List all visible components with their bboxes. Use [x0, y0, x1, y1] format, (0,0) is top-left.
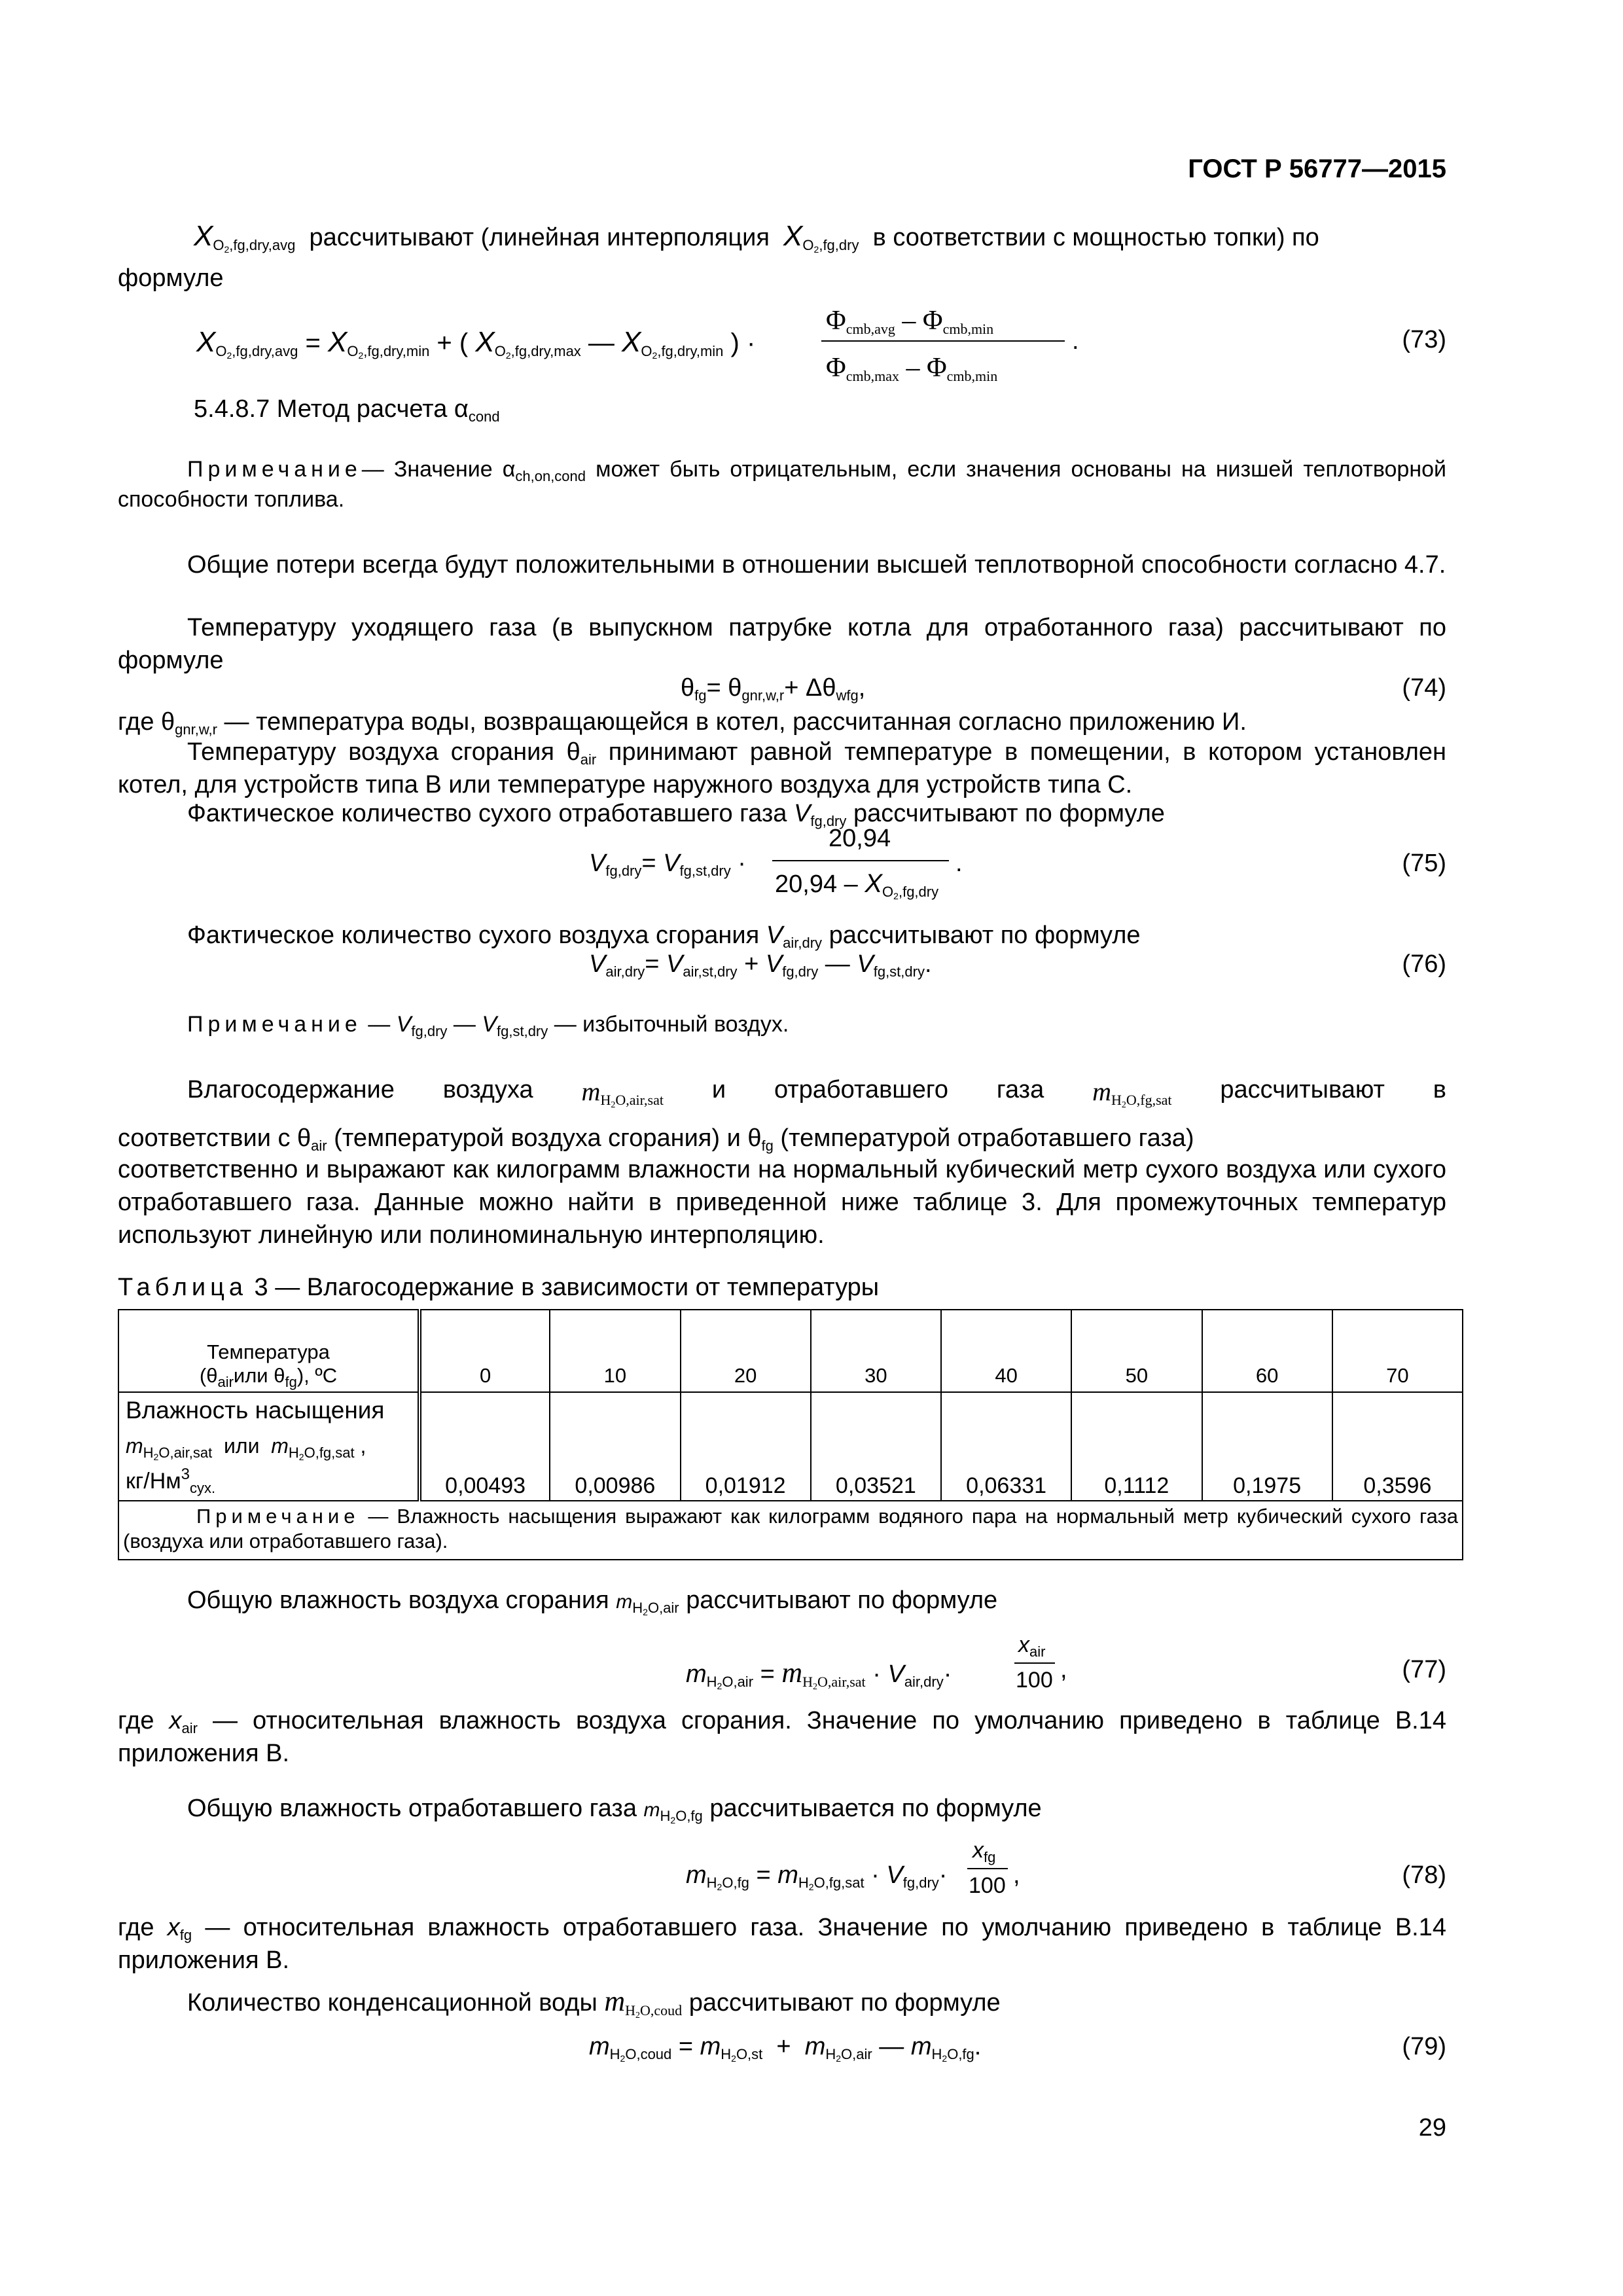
- table3-temp-cell: 40: [941, 1310, 1071, 1392]
- equation-77: $m_{H2O,air} = m_{H2O,air,sat} \cdot V_{air,dry}\cdot$: [686, 1657, 952, 1692]
- equation-76: $V_{air,dry}= V_{air,st,dry} + V_{fg,dry}$ — $V_{fg,st,dry}$.: [589, 950, 932, 980]
- table3-value-cell: 0,03521: [811, 1392, 941, 1501]
- table3-value-cell: 0,3596: [1332, 1392, 1463, 1501]
- eq77-number: (77): [1402, 1656, 1446, 1683]
- table3-temp-cell: 50: [1071, 1310, 1202, 1392]
- table3-temp-cell: 60: [1202, 1310, 1332, 1392]
- paragraph-where-gnr: где $\theta_{gnr,w,r}$ — температура воды, возвращающейся в котел, рассчитанная согласно приложению И.: [118, 708, 1247, 738]
- paragraph-where-xfg: где $x_{fg}$ — относительная влажность отработавшего газа. Значение по умолчанию приведено в таблице В.14 приложения В.: [118, 1914, 1446, 1974]
- table3-value-cell: 0,06331: [941, 1392, 1071, 1501]
- table3-temp-cell: 20: [681, 1310, 811, 1392]
- eq78-fraction-bar: [967, 1868, 1008, 1869]
- table3-note-row: [118, 1501, 1463, 1560]
- paragraph-air-temp: Температуру воздуха сгорания $\theta_{air}$ принимают равной температуре в помещении, в котором установлен котел, для устройств типа B или температуре наружного воздуха для устройств типа C.: [118, 738, 1446, 798]
- table-3: [118, 1309, 1463, 1560]
- note-1: Примечание— Значение $\alpha_{ch,on,cond}$ может быть отрицательным, если значения основаны на низшей теплотворной способности топлива.: [118, 457, 1447, 512]
- eq75-numerator: 20,94: [829, 825, 891, 852]
- paragraph-condensate: Количество конденсационной воды $m_{H2O,coud}$ рассчитывают по формуле: [187, 1985, 1001, 2020]
- equation-74: $\theta_{fg}= \theta_{gnr,w,r}+ \Delta\theta_{wfg}$,: [681, 674, 866, 704]
- symbol-x: X: [194, 220, 213, 252]
- table3-caption: Таблица 3 — Влагосодержание в зависимости от температуры: [118, 1274, 880, 1301]
- table3-header-cell: Температура ($\theta_{air}или$ $\theta_{fg}$), ºC: [118, 1310, 419, 1392]
- eq73-numerator: $\Phi_{cmb,avg} - \Phi_{cmb,min}$: [826, 306, 994, 337]
- table3-temp-cell: 30: [811, 1310, 941, 1392]
- paragraph-where-xair: где $x_{air}$ — относительная влажность воздуха сгорания. Значение по умолчанию приведено в таблице В.14 приложения В.: [118, 1707, 1446, 1767]
- intro-line-2: формуле: [118, 264, 224, 292]
- intro-text-2: в соответствии с мощностью топки) по: [872, 224, 1319, 251]
- equation-73: $X_{O2,fg,dry,avg} = X_{O2,fg,dry,min}$ + ( $X_{O2,fg,dry,max}$ — $X_{O2,fg,dry,min}$ ) ·: [196, 326, 756, 361]
- table3-row-label: Влажность насыщения $m_{H2O,air,sat}$ или $m_{H2O,fg,sat}$ , $кг/Нм^3_{сух.}$: [118, 1392, 419, 1501]
- eq75-period: .: [955, 850, 963, 877]
- table3-temp-cell: 0: [419, 1310, 550, 1392]
- paragraph-flue-gas-quantity: Фактическое количество сухого отработавшего газа $V_{fg,dry}$ рассчитывают по формуле: [187, 800, 1165, 829]
- page-number: 29: [1418, 2114, 1446, 2142]
- eq75-fraction-bar: [772, 860, 949, 861]
- eq76-number: (76): [1402, 950, 1446, 978]
- table3-header-row: [118, 1310, 1463, 1392]
- paragraph-fg-humidity: Общую влажность отработавшего газа $m_{H2O,fg}$ рассчитывается по формуле: [187, 1795, 1042, 1825]
- section-title: 5.4.8.7 Метод расчета $\alpha_{cond}$: [194, 395, 500, 425]
- document-header: ГОСТ Р 56777—2015: [1188, 154, 1446, 183]
- eq77-denominator: 100: [1016, 1668, 1053, 1693]
- eq78-numerator: $x_{fg}$: [972, 1838, 996, 1865]
- paragraph-air-humidity: Общую влажность воздуха сгорания $m_{H2O,air}$ рассчитывают по формуле: [187, 1587, 998, 1617]
- eq73-period: .: [1072, 327, 1079, 355]
- humidity-para-line1: Влагосодержание воздуха $m_{H2O,air,sat}$ и отработавшего газа $m_{H2O,fg,sat}$ рассчитывают в: [187, 1076, 1446, 1110]
- humidity-para-line2: соответствии с $\theta_{air}$ (температурой воздуха сгорания) и $\theta_{fg}$ (температурой отработавшего газа): [118, 1124, 1194, 1154]
- intro-text-1: рассчитывают (линейная интерполяция: [309, 224, 770, 251]
- eq73-fraction-bar: [821, 340, 1065, 342]
- eq79-number: (79): [1402, 2033, 1446, 2060]
- eq73-denominator: $\Phi_{cmb,max} - \Phi_{cmb,min}$: [826, 353, 998, 384]
- humidity-para-rest: соответственно и выражают как килограмм влажности на нормальный кубический метр сухого воздуха или сухого отработавшего газа. Данные можно найти в приведенной ниже таблице 3. Для промежуточных температур используют линейную или полиноминальную интерполяцию.: [118, 1156, 1446, 1249]
- table3-value-row: [118, 1392, 1463, 1501]
- table3-value-cell: 0,00986: [550, 1392, 680, 1501]
- note-2: Примечание — $V_{fg,dry}$ — $V_{fg,st,dry}$ — избыточный воздух.: [187, 1012, 789, 1039]
- eq75-number: (75): [1402, 850, 1446, 877]
- paragraph-losses: Общие потери всегда будут положительными в отношении высшей теплотворной способности согласно 4.7.: [187, 551, 1446, 579]
- eq78-denominator: 100: [969, 1873, 1006, 1898]
- eq78-comma: ,: [1013, 1861, 1020, 1889]
- table3-note: Примечание — Влажность насыщения выражают как килограмм водяного пара на нормальный метр кубический сухого газа (воздуха или отработавшего газа).: [118, 1501, 1463, 1560]
- eq77-fraction-bar: [1014, 1662, 1055, 1664]
- eq75-denominator: $20,94 - X_{O2,fg,dry}$: [775, 869, 939, 901]
- eq77-comma: ,: [1060, 1656, 1067, 1683]
- paragraph-flue-gas-temp: Температуру уходящего газа (в выпускном патрубке котла для отработанного газа) рассчитывают по формуле: [118, 614, 1446, 674]
- table3-value-cell: 0,00493: [419, 1392, 550, 1501]
- eq74-number: (74): [1402, 674, 1446, 702]
- eq78-number: (78): [1402, 1861, 1446, 1889]
- equation-75: $V_{fg,dry}= V_{fg,st,dry}$ ·: [589, 850, 746, 879]
- equation-79: $m_{H2O,coud} = m_{H2O,st} + m_{H2O,air}$ — $m_{H2O,fg}$.: [589, 2033, 982, 2064]
- eq77-numerator: $x_{air}$: [1018, 1632, 1046, 1660]
- table3-value-cell: 0,01912: [681, 1392, 811, 1501]
- table3-temp-cell: 10: [550, 1310, 680, 1392]
- intro-line: $X_{O2,fg,dry,avg}$ рассчитывают (линейная интерполяция $X_{O2,fg,dry}$ в соответствии с мощностью топки) по: [194, 220, 1319, 255]
- table3-value-cell: 0,1975: [1202, 1392, 1332, 1501]
- table3-temp-cell: 70: [1332, 1310, 1463, 1392]
- paragraph-air-quantity: Фактическое количество сухого воздуха сгорания $V_{air,dry}$ рассчитывают по формуле: [187, 922, 1141, 951]
- eq73-number: (73): [1402, 326, 1446, 353]
- equation-78: $m_{H2O,fg} = m_{H2O,fg,sat} \cdot V_{fg,dry}\cdot$: [686, 1861, 948, 1892]
- table3-value-cell: 0,1112: [1071, 1392, 1202, 1501]
